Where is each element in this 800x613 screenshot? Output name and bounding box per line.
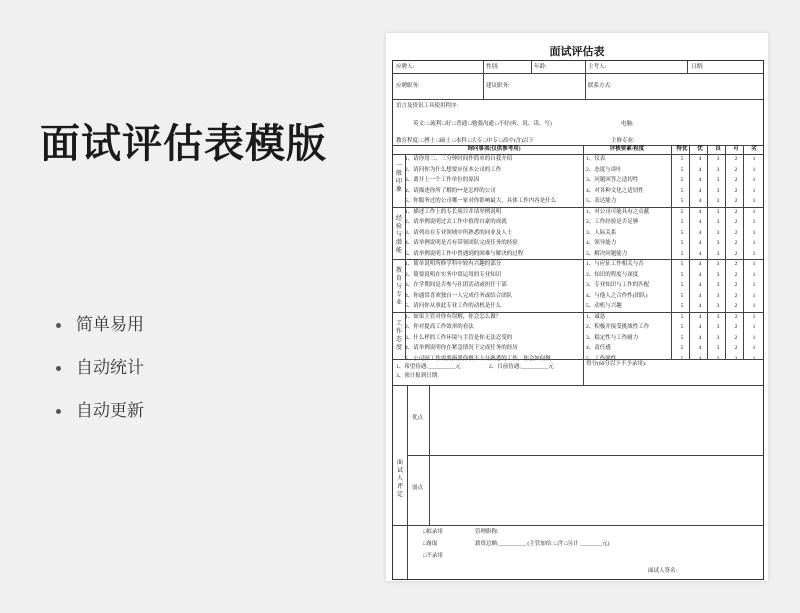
score-option: 4 bbox=[698, 355, 702, 362]
feature-label: 自动统计 bbox=[76, 358, 144, 378]
bullet-icon bbox=[56, 323, 61, 328]
score-option: 5 bbox=[680, 229, 684, 236]
score-option: 5 bbox=[680, 345, 684, 351]
date-label: 日期: bbox=[691, 64, 704, 70]
criteria-header: 评核要素/程度 bbox=[609, 146, 645, 152]
score-option: 2 bbox=[734, 324, 738, 330]
score-option: 3 bbox=[716, 219, 720, 225]
score-option: 2 bbox=[734, 313, 738, 320]
score-option: 4 bbox=[698, 177, 702, 183]
col-divider bbox=[583, 359, 584, 385]
criteria-text: 3、专业知识与工作的匹配 bbox=[586, 282, 650, 288]
score-option: 2 bbox=[734, 177, 738, 183]
score-option: 4 bbox=[698, 261, 702, 267]
criteria-text: 4、对各种文化之适切性 bbox=[586, 187, 644, 194]
col-divider bbox=[707, 145, 708, 359]
question-text: 4、请举例说明是否有带领团队完成任务的经验 bbox=[405, 240, 518, 246]
criteria-text: 2、知识的程度与深度 bbox=[586, 271, 639, 278]
score-option: 5 bbox=[680, 187, 684, 194]
feature-item bbox=[56, 313, 144, 356]
language-label: 语言及资讯工具使用程序: bbox=[396, 103, 459, 109]
score-option: 2 bbox=[734, 345, 738, 351]
score-option: 4 bbox=[698, 187, 702, 194]
score-option: 2 bbox=[734, 292, 738, 299]
score-option: 3 bbox=[716, 355, 720, 362]
suggested-position-label: 建议职务: bbox=[486, 83, 510, 89]
score-option: 3 bbox=[716, 187, 720, 194]
question-text: 5、请举例说明工作中曾遇到的困难与解决的过程 bbox=[405, 250, 524, 257]
question-text: 4、请描述你所了解的**是怎样的公司 bbox=[405, 187, 496, 194]
score-option: 3 bbox=[716, 292, 720, 299]
score-option: 4 bbox=[698, 292, 702, 299]
score-option: 3 bbox=[716, 313, 720, 320]
score-option: 4 bbox=[698, 198, 702, 204]
score-option: 3 bbox=[716, 345, 720, 351]
score-option: 3 bbox=[716, 177, 720, 183]
document-title: 面试评估表 bbox=[549, 46, 605, 58]
score-option: 4 bbox=[698, 324, 702, 330]
score-option: 2 bbox=[734, 156, 738, 162]
section-label: 工作态度 bbox=[395, 320, 402, 351]
score-option: 1 bbox=[752, 198, 756, 204]
col-divider bbox=[531, 61, 532, 73]
score-option: 1 bbox=[752, 219, 756, 225]
criteria-text: 5、动机与兴趣 bbox=[586, 303, 622, 309]
score-option: 5 bbox=[680, 208, 684, 215]
col-divider bbox=[483, 61, 484, 99]
section-label: 一般印象 bbox=[395, 163, 402, 193]
col-divider bbox=[725, 145, 726, 359]
score-option: 5 bbox=[680, 177, 684, 183]
row-divider bbox=[407, 455, 763, 456]
row-divider bbox=[393, 525, 763, 526]
grade-header: 劣 bbox=[751, 146, 757, 152]
evaluator-label: 面试人评定 bbox=[396, 460, 403, 498]
score-option: 5 bbox=[680, 166, 684, 173]
score-option: 2 bbox=[734, 303, 738, 309]
applicant-label: 应聘人: bbox=[396, 64, 415, 70]
criteria-text: 3、人际关系 bbox=[586, 229, 617, 236]
score-option: 5 bbox=[680, 334, 684, 341]
score-label: 得分(60分以下不予录用): bbox=[586, 361, 647, 367]
score-option: 2 bbox=[734, 261, 738, 267]
score-option: 2 bbox=[734, 282, 738, 288]
score-option: 5 bbox=[680, 198, 684, 204]
question-text: 1、请你用二、三分钟时间作简单的自我介绍 bbox=[405, 156, 513, 162]
score-option: 3 bbox=[716, 334, 720, 341]
score-option: 2 bbox=[734, 334, 738, 341]
col-divider bbox=[743, 145, 744, 359]
bullet-icon bbox=[56, 366, 61, 371]
contact-label: 联系方式: bbox=[588, 83, 612, 89]
score-option: 2 bbox=[734, 355, 738, 362]
document-preview bbox=[386, 33, 768, 581]
score-option: 4 bbox=[698, 229, 702, 236]
row-divider bbox=[393, 385, 763, 386]
score-option: 4 bbox=[698, 219, 702, 225]
score-option: 2 bbox=[734, 198, 738, 204]
mgmt-title-label: 管理职称: bbox=[475, 529, 499, 535]
section-label: 教育与专业 bbox=[395, 268, 402, 306]
criteria-text: 4、领导能力 bbox=[586, 240, 617, 246]
score-option: 2 bbox=[734, 208, 738, 215]
score-option: 5 bbox=[680, 292, 684, 299]
score-option: 4 bbox=[698, 334, 702, 341]
score-option: 1 bbox=[752, 187, 756, 194]
question-text: 5、你服务过的公司哪一家对你影响最大，具体工作内容是什么 bbox=[405, 198, 557, 204]
score-option: 3 bbox=[716, 271, 720, 278]
score-option: 4 bbox=[698, 240, 702, 246]
score-option: 5 bbox=[680, 156, 684, 162]
score-option: 5 bbox=[680, 219, 684, 225]
grade-header: 可 bbox=[733, 146, 739, 152]
feature-label: 简单易用 bbox=[76, 315, 144, 335]
question-text: 3、什么样的工作环境与主管是你无法忍受的 bbox=[405, 334, 513, 341]
decision-backup: □备取 bbox=[423, 541, 438, 547]
question-text: 1、描述工作上的专长项目并请举例说明 bbox=[405, 208, 502, 215]
score-option: 1 bbox=[752, 355, 756, 362]
score-option: 2 bbox=[734, 219, 738, 225]
score-option: 2 bbox=[734, 187, 738, 194]
evaluation-form bbox=[392, 60, 764, 580]
score-option: 4 bbox=[698, 271, 702, 278]
score-option: 3 bbox=[716, 250, 720, 257]
score-option: 4 bbox=[698, 313, 702, 320]
criteria-text: 3、问题回答之适切性 bbox=[586, 177, 639, 183]
score-option: 5 bbox=[680, 261, 684, 267]
score-option: 3 bbox=[716, 324, 720, 330]
grade-header: 优 bbox=[697, 146, 703, 152]
criteria-text: 3、稳定性与工作耐力 bbox=[586, 334, 639, 341]
feature-item bbox=[56, 399, 144, 442]
score-option: 4 bbox=[698, 156, 702, 162]
criteria-text: 1、仪表 bbox=[586, 156, 606, 162]
score-option: 1 bbox=[752, 229, 756, 236]
question-text: 2、请举例说明过去工作中值得自豪的成就 bbox=[405, 219, 507, 225]
question-text: 3、离开上一个工作单位的原因 bbox=[405, 177, 480, 183]
question-text: 1、如果主管对你有误解，你会怎么做？ bbox=[405, 313, 502, 320]
score-option: 4 bbox=[698, 282, 702, 288]
score-option: 4 bbox=[698, 208, 702, 215]
question-text: 4、你通常喜欢独自一人完成任务或结合团队 bbox=[405, 292, 513, 299]
score-option: 4 bbox=[698, 250, 702, 257]
score-option: 2 bbox=[734, 240, 738, 246]
score-option: 1 bbox=[752, 313, 756, 320]
score-option: 1 bbox=[752, 324, 756, 330]
feature-item bbox=[56, 356, 144, 399]
question-text: 5、请问你从事此专业工作的动机是什么 bbox=[405, 303, 502, 309]
score-option: 2 bbox=[734, 229, 738, 236]
score-option: 5 bbox=[680, 240, 684, 246]
computer-label: 电脑: bbox=[621, 121, 634, 127]
gender-label: 性别: bbox=[486, 64, 499, 70]
grade-header: 良 bbox=[715, 146, 721, 152]
score-option: 2 bbox=[734, 166, 738, 173]
score-option: 3 bbox=[716, 240, 720, 246]
weaknesses-label: 弱点 bbox=[412, 485, 424, 491]
col-divider bbox=[407, 385, 408, 579]
score-option: 1 bbox=[752, 166, 756, 173]
feature-label: 自动更新 bbox=[76, 401, 144, 421]
score-option: 1 bbox=[752, 292, 756, 299]
english-options: 英文: □流利 □好 □普通 □勉强沟通 □不好(听、说、读、写) bbox=[413, 121, 552, 127]
bullet-icon bbox=[56, 409, 61, 414]
row-divider bbox=[393, 99, 763, 100]
score-option: 2 bbox=[734, 271, 738, 278]
score-option: 3 bbox=[716, 261, 720, 267]
education-options: 教育程度: □博士 □硕士 □本科 □大专 □中专 □高中(含)以下 bbox=[396, 138, 534, 144]
score-option: 5 bbox=[680, 271, 684, 278]
score-option: 3 bbox=[716, 208, 720, 215]
score-option: 1 bbox=[752, 156, 756, 162]
question-text: 2、简要说明在实务中常运用的专业知识 bbox=[405, 271, 502, 278]
score-option: 3 bbox=[716, 303, 720, 309]
criteria-text: 1、对公司可能具有之贡献 bbox=[586, 208, 650, 215]
score-option: 4 bbox=[698, 303, 702, 309]
score-option: 1 bbox=[752, 271, 756, 278]
score-option: 5 bbox=[680, 282, 684, 288]
score-option: 1 bbox=[752, 208, 756, 215]
strengths-label: 优点 bbox=[412, 415, 424, 421]
position-label: 应聘职务: bbox=[396, 83, 420, 89]
score-option: 3 bbox=[716, 166, 720, 173]
salary-total: 薪资总额:__________ (主管加给: □含 □另计 ________元) bbox=[475, 541, 610, 547]
score-option: 3 bbox=[716, 156, 720, 162]
question-text: 4、请举例说明你在紧急情况下完成任务的经历 bbox=[405, 345, 518, 351]
age-label: 年龄: bbox=[534, 64, 547, 70]
score-option: 5 bbox=[680, 313, 684, 320]
row-divider bbox=[393, 73, 763, 74]
major-label: 主修专业: bbox=[611, 138, 635, 144]
criteria-text: 2、积极并接受挑战性工作 bbox=[586, 324, 650, 330]
criteria-text: 5、表达能力 bbox=[586, 198, 617, 204]
decision-hire: □拟录用 bbox=[423, 529, 443, 535]
score-option: 1 bbox=[752, 282, 756, 288]
score-option: 4 bbox=[698, 166, 702, 173]
examiner-label: 主考人: bbox=[588, 64, 607, 70]
criteria-text: 1、与应征工作相关与否 bbox=[586, 261, 644, 267]
criteria-text: 5、工作弹性 bbox=[586, 355, 617, 362]
criteria-text: 5、解决问题能力 bbox=[586, 250, 628, 257]
signature-label: 面试人签名: bbox=[648, 568, 678, 574]
question-text: 1、简单说明所修学科中较有兴趣的部分 bbox=[405, 261, 502, 267]
decision-reject: □不录用 bbox=[423, 553, 443, 559]
report-date: 3、预计报到日期: bbox=[396, 373, 439, 379]
criteria-text: 1、诚恳 bbox=[586, 313, 606, 320]
score-option: 5 bbox=[680, 324, 684, 330]
col-divider bbox=[687, 61, 688, 73]
score-option: 1 bbox=[752, 261, 756, 267]
row-divider bbox=[393, 359, 763, 360]
criteria-text: 4、责任感 bbox=[586, 345, 611, 351]
score-option: 1 bbox=[752, 250, 756, 257]
col-divider bbox=[585, 61, 586, 99]
question-text: 3、在学期间是否参与社团活动或担任干部 bbox=[405, 282, 507, 288]
section-label: 经验与潜能 bbox=[395, 215, 402, 254]
criteria-text: 2、态度与谈吐 bbox=[586, 166, 622, 173]
expected-salary: 1、希望待遇:__________元 bbox=[396, 364, 461, 370]
col-divider bbox=[689, 145, 690, 359]
score-option: 1 bbox=[752, 334, 756, 341]
question-text: 5、公司因工作需要指派你做不十分熟悉的工作，你会如何做 bbox=[405, 355, 551, 362]
score-option: 3 bbox=[716, 198, 720, 204]
score-option: 5 bbox=[680, 303, 684, 309]
score-option: 5 bbox=[680, 250, 684, 257]
question-text: 2、请问你为什么想要应征本公司的工作 bbox=[405, 166, 502, 173]
grade-header: 特优 bbox=[676, 146, 688, 152]
question-text: 3、请列出在专业领域中所熟悉的同业及人士 bbox=[405, 229, 513, 236]
question-header: 询问事项(仅供参考用) bbox=[467, 146, 521, 152]
criteria-text: 2、工作经验是否足够 bbox=[586, 219, 639, 225]
score-option: 1 bbox=[752, 345, 756, 351]
criteria-text: 4、与他人之合作性(团队) bbox=[586, 292, 648, 299]
score-option: 3 bbox=[716, 229, 720, 236]
score-option: 1 bbox=[752, 240, 756, 246]
score-option: 4 bbox=[698, 345, 702, 351]
question-text: 2、你对提高工作效率的看法 bbox=[405, 324, 474, 330]
promo-title: 面试评估表模版 bbox=[40, 121, 327, 167]
score-option: 1 bbox=[752, 177, 756, 183]
score-option: 2 bbox=[734, 250, 738, 257]
feature-list bbox=[56, 313, 144, 442]
current-salary: 2、目前待遇:__________元 bbox=[489, 364, 554, 370]
score-option: 1 bbox=[752, 303, 756, 309]
score-option: 5 bbox=[680, 355, 684, 362]
score-option: 3 bbox=[716, 282, 720, 288]
